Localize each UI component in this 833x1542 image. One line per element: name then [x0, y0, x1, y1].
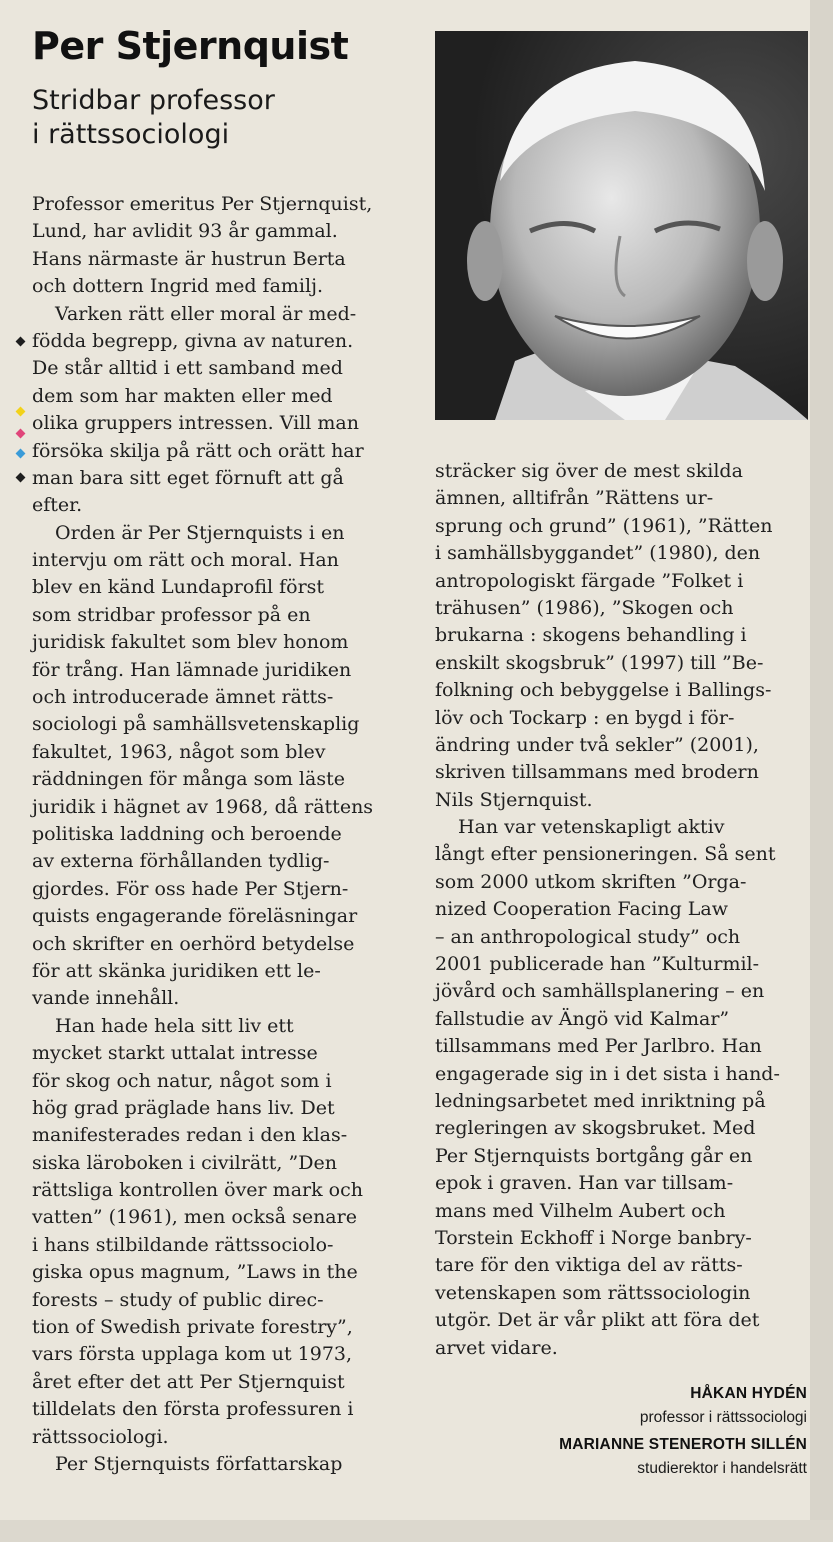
article-text-line: Torstein Eckhoff i Norge banbry- — [435, 1226, 752, 1249]
article-text-line: nized Cooperation Facing Law — [435, 898, 729, 921]
article-text-line: födda begrepp, givna av naturen. — [32, 329, 354, 352]
article-text-line: rättssociologi. — [32, 1425, 169, 1448]
article-text-line: man bara sitt eget förnuft att gå — [32, 466, 344, 489]
article-text-line: jövård och samhällsplanering – en — [435, 980, 765, 1003]
article-text-line: engagerade sig in i det sista i hand- — [435, 1062, 780, 1085]
article-text-line: rättsliga kontrollen över mark och — [32, 1179, 363, 1202]
subhead-line: Stridbar professor — [32, 85, 275, 116]
article-text-line: Orden är Per Stjernquists i en — [55, 521, 345, 544]
article-text-line: i hans stilbildande rättssociolo- — [32, 1233, 334, 1256]
article-text-line: Han hade hela sitt liv ett — [55, 1014, 294, 1037]
article-text-line: enskilt skogsbruk” (1997) till ”Be- — [435, 651, 764, 674]
article-text-line: utgör. Det är vår plikt att föra det — [435, 1309, 760, 1332]
article-text-line: fallstudie av Ängö vid Kalmar” — [435, 1007, 730, 1030]
article-text-line: mycket starkt uttalat intresse — [32, 1042, 318, 1065]
article-text-line: brukarna : skogens behandling i — [435, 624, 747, 647]
page-edge — [810, 0, 833, 1542]
article-text-line: juridisk fakultet som blev honom — [32, 631, 349, 654]
page-edge-bottom — [0, 1520, 833, 1542]
article-text-line: manifesterades redan i den klas- — [32, 1124, 348, 1147]
article-text-line: trähusen” (1986), ”Skogen och — [435, 596, 734, 619]
article-text-line: som stridbar professor på en — [32, 603, 311, 626]
article-text-line: för skog och natur, något som i — [32, 1069, 332, 1092]
article-text-line: epok i graven. Han var tillsam- — [435, 1172, 734, 1195]
author-name: MARIANNE STENEROTH SILLÉN — [559, 1436, 807, 1453]
portrait-illustration — [435, 31, 808, 420]
article-text-line: vars första upplaga kom ut 1973, — [32, 1343, 353, 1366]
article-text-line: av externa förhållanden tydlig- — [32, 850, 330, 873]
author-name: HÅKAN HYDÉN — [690, 1385, 807, 1402]
article-text-line: tillsammans med Per Jarlbro. Han — [435, 1035, 762, 1058]
article-text-line: sociologi på samhällsvetenskaplig — [32, 713, 360, 736]
article-text-line: långt efter pensioneringen. Så sent — [435, 843, 776, 866]
article-text-line: arvet vidare. — [435, 1336, 558, 1359]
article-text-line: vatten” (1961), men också senare — [32, 1206, 357, 1229]
article-text-line: sträcker sig över de mest skilda — [435, 460, 743, 482]
article-text-line: skriven tillsammans med brodern — [435, 761, 759, 784]
article-text-line: som 2000 utkom skriften ”Orga- — [435, 870, 747, 893]
article-text-line: giska opus magnum, ”Laws in the — [32, 1261, 358, 1284]
article-text-line: vetenskapen som rättssociologin — [435, 1281, 751, 1304]
article-text-line: Han var vetenskapligt aktiv — [458, 816, 725, 839]
article-text-line: Hans närmaste är hustrun Berta — [32, 247, 346, 270]
article-text-line: och skrifter en oerhörd betydelse — [32, 932, 355, 955]
author-title: professor i rättssociologi — [639, 1409, 807, 1426]
article-text-line: dem som har makten eller med — [32, 384, 333, 407]
article-text-line: ledningsarbetet med inriktning på — [435, 1089, 766, 1112]
author-title: studierektor i handelsrätt — [637, 1460, 807, 1477]
article-text-line: och dottern Ingrid med familj. — [32, 275, 324, 298]
article-text-line: i samhällsbyggandet” (1980), den — [435, 542, 761, 565]
article-text-line: Per Stjernquists bortgång går en — [435, 1144, 753, 1167]
article-text-line: räddningen för många som läste — [32, 768, 345, 791]
article-text-line: – an anthropological study” och — [435, 925, 741, 948]
article-text-line: intervju om rätt och moral. Han — [32, 549, 339, 572]
article-text-line: antropologiskt färgade ”Folket i — [435, 569, 744, 592]
article-text-line: Lund, har avlidit 93 år gammal. — [32, 220, 338, 243]
article-text-line: tilldelats den första professuren i — [32, 1398, 354, 1421]
article-text-line: löv och Tockarp : en bygd i för- — [435, 706, 735, 729]
article-text-line: gjordes. För oss hade Per Stjern- — [32, 877, 349, 900]
article-text-line: olika gruppers intressen. Vill man — [32, 412, 359, 435]
article-text-line: Professor emeritus Per Stjernquist, — [32, 193, 373, 215]
article-text-line: blev en känd Lundaprofil först — [32, 576, 325, 599]
article-text-line: folkning och bebyggelse i Ballings- — [435, 679, 772, 702]
article-text-line: regleringen av skogsbruket. Med — [435, 1117, 756, 1140]
article-text-line: forests – study of public direc- — [32, 1288, 324, 1311]
article-text-line: hög grad präglade hans liv. Det — [32, 1096, 335, 1119]
article-text-line: tare för den viktiga del av rätts- — [435, 1254, 743, 1277]
article-text-line: tion of Swedish private forestry”, — [32, 1316, 353, 1339]
article-text-line: Nils Stjernquist. — [435, 788, 593, 811]
article-text-line: quists engagerande föreläsningar — [32, 905, 358, 928]
article-text-line: 2001 publicerade han ”Kulturmil- — [435, 953, 760, 976]
subhead-line: i rättssociologi — [32, 119, 230, 150]
portrait-photo — [435, 31, 808, 420]
article-text-line: försöka skilja på rätt och orätt har — [32, 439, 364, 462]
article-text-line: för att skänka juridiken ett le- — [32, 959, 321, 982]
article-text-line: efter. — [32, 494, 83, 517]
article-text-line: ändring under två sekler” (2001), — [435, 733, 759, 756]
article-text-line: vande innehåll. — [32, 987, 180, 1010]
article-text-line: politiska laddning och beroende — [32, 822, 342, 845]
article-column-left — [32, 191, 404, 1478]
article-text-line: Varken rätt eller moral är med- — [55, 302, 357, 325]
article-text-line: siska läroboken i civilrätt, ”Den — [32, 1151, 337, 1174]
article-subhead — [32, 84, 275, 152]
article-text-line: och introducerade ämnet rätts- — [32, 686, 334, 709]
article-text-line: De står alltid i ett samband med — [32, 357, 343, 380]
article-text-line: för trång. Han lämnade juridiken — [32, 658, 352, 681]
article-column-right — [435, 458, 805, 1362]
article-text-line: juridik i hägnet av 1968, då rättens — [32, 795, 374, 818]
article-headline: Per Stjernquist — [32, 24, 349, 68]
article-text-line: fakultet, 1963, något som blev — [32, 740, 326, 763]
article-text-line: ämnen, alltifrån ”Rättens ur- — [435, 487, 714, 510]
article-text-line: året efter det att Per Stjernquist — [32, 1370, 345, 1393]
article-text-line: mans med Vilhelm Aubert och — [435, 1199, 726, 1222]
article-text-line: Per Stjernquists författarskap — [55, 1452, 343, 1475]
article-text-line: sprung och grund” (1961), ”Rätten — [435, 514, 773, 537]
